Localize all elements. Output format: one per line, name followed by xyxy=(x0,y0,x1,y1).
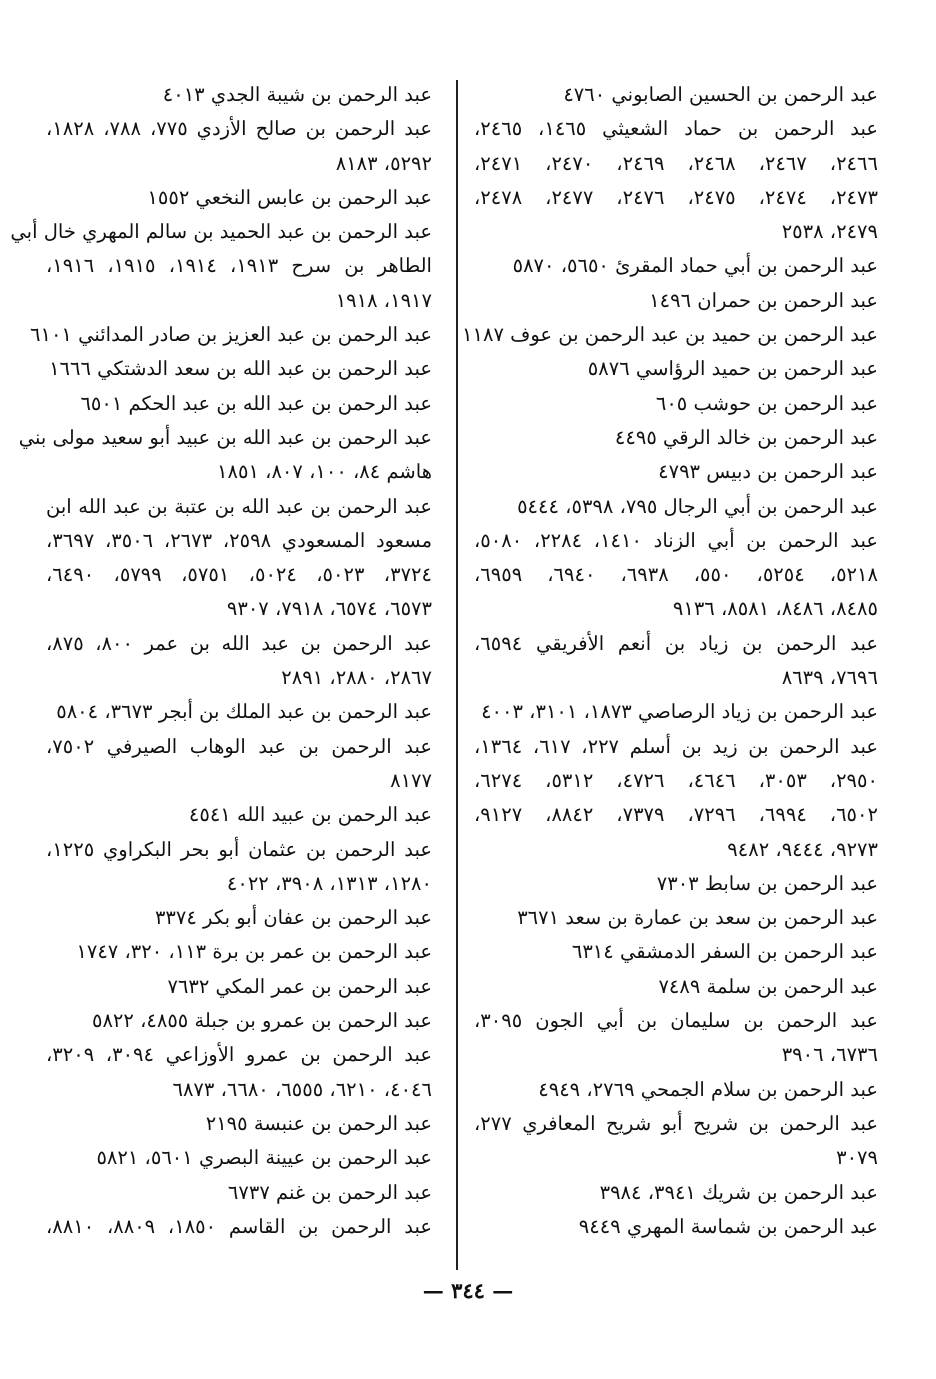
index-line: عبد الرحمن بن عمر المكي ٧٦٣٢ xyxy=(167,974,432,998)
index-line: عبد الرحمن بن عنبسة ٢١٩٥ xyxy=(205,1111,432,1135)
index-line: عبد الرحمن بن زياد الرصاصي ١٨٧٣، ٣١٠١، ٤٠٠٣ xyxy=(481,700,878,724)
index-line: عبد الرحمن بن عابس النخعي ١٥٥٢ xyxy=(147,185,432,209)
index-line: عبد الرحمن بن السفر الدمشقي ٦٣١٤ xyxy=(571,940,878,964)
index-line: ٦٥٠٢، ٦٩٩٤، ٧٢٩٦، ٧٣٧٩، ٨٨٤٢، ٩١٢٧، xyxy=(474,803,878,827)
index-line: عبد الرحمن بن عفان أبو بكر ٣٣٧٤ xyxy=(154,906,432,930)
index-line: عبد الرحمن بن عبد الوهاب الصيرفي ٧٥٠٢، xyxy=(46,734,432,758)
index-line: عبد الرحمن بن سابط ٧٣٠٣ xyxy=(656,871,878,895)
index-line: عبد الرحمن بن سليمان بن أبي الجون ٣٠٩٥، xyxy=(474,1009,878,1033)
index-line: مسعود المسعودي ٢٥٩٨، ٢٦٧٣، ٣٥٠٦، ٣٦٩٧، xyxy=(46,528,433,552)
page-number: — ٣٤٤ — xyxy=(422,1278,514,1303)
index-line: عبد الرحمن بن الحسين الصابوني ٤٧٦٠ xyxy=(563,83,878,106)
index-line: ٢٩٥٠، ٣٠٥٣، ٤٦٤٦، ٤٧٢٦، ٥٣١٢، ٦٢٧٤، xyxy=(474,768,878,792)
index-line: عبد الرحمن بن عمرو بن جبلة ٤٨٥٥، ٥٨٢٢ xyxy=(91,1009,432,1033)
index-line: عبد الرحمن بن زياد بن أنعم الأفريقي ٦٥٩٤، xyxy=(474,631,878,655)
index-line: عبد الرحمن بن أبي الزناد ١٤١٠، ٢٢٨٤، ٥٠٨٠، xyxy=(474,528,878,552)
index-line: عبد الرحمن بن خالد الرقي ٤٤٩٥ xyxy=(614,425,878,449)
index-line: عبد الرحمن بن شريح أبو شريح المعافري ٢٧٧، xyxy=(474,1111,878,1135)
index-line: ١٢٨٠، ١٣١٣، ٣٩٠٨، ٤٠٢٢ xyxy=(226,871,432,895)
index-line: عبد الرحمن بن سعد بن عمارة بن سعد ٣٦٧١ xyxy=(517,906,878,930)
index-line: ٨١٧٧ xyxy=(390,768,432,792)
index-line: عبد الرحمن بن عيينة البصري ٥٦٠١، ٥٨٢١ xyxy=(96,1146,432,1170)
index-line: عبد الرحمن بن عثمان أبو بحر البكراوي ١٢٢٥، xyxy=(46,837,432,861)
index-line: عبد الرحمن بن حميد الرؤاسي ٥٨٧٦ xyxy=(587,357,878,381)
index-line: عبد الرحمن بن عبد الله بن عمر ٨٠٠، ٨٧٥، xyxy=(46,631,432,655)
index-line: عبد الرحمن بن زيد بن أسلم ٢٢٧، ٦١٧، ١٣٦٤، xyxy=(474,734,878,758)
index-line: عبد الرحمن بن عبد الله بن عبد الحكم ٦٥٠١ xyxy=(80,391,432,415)
index-line: ٢٤٦٦، ٢٤٦٧، ٢٤٦٨، ٢٤٦٩، ٢٤٧٠، ٢٤٧١، xyxy=(474,151,878,175)
index-line: هاشم ٨٤، ١٠٠، ٨٠٧، ١٨٥١ xyxy=(217,460,432,484)
index-line: عبد الرحمن بن أبي الرجال ٧٩٥، ٥٣٩٨، ٥٤٤٤ xyxy=(517,494,878,518)
index-line: ٨٤٨٥، ٨٤٨٦، ٨٥٨١، ٩١٣٦ xyxy=(672,597,878,621)
index-line: عبد الرحمن بن عبد الله بن سعد الدشتكي ١٦٦٦ xyxy=(49,357,432,381)
index-line: الطاهر بن سرح ١٩١٣، ١٩١٤، ١٩١٥، ١٩١٦، xyxy=(46,254,432,278)
index-line: عبد الرحمن بن شماسة المهري ٩٤٤٩ xyxy=(578,1214,878,1238)
index-line: ٥٢١٨، ٥٢٥٤، ٥٥٠، ٦٩٣٨، ٦٩٤٠، ٦٩٥٩، xyxy=(474,563,878,587)
index-line: ٤٠٤٦، ٦٢١٠، ٦٥٥٥، ٦٦٨٠، ٦٨٧٣ xyxy=(172,1077,432,1101)
index-line: عبد الرحمن بن عمرو الأوزاعي ٣٠٩٤، ٣٢٠٩، xyxy=(46,1043,432,1067)
index-line: ٢٤٧٩، ٢٥٣٨ xyxy=(781,220,878,244)
index-line: ٦٧٣٦، ٣٩٠٦ xyxy=(781,1043,878,1067)
index-line: عبد الرحمن بن صالح الأزدي ٧٧٥، ٧٨٨، ١٨٢٨، xyxy=(46,117,432,141)
index-column-right xyxy=(462,78,878,1244)
index-column-left xyxy=(10,78,433,1244)
index-line: عبد الرحمن بن شريك ٣٩٤١، ٣٩٨٤ xyxy=(599,1180,878,1204)
index-line: ٩٢٧٣، ٩٤٤٤، ٩٤٨٢ xyxy=(727,837,878,861)
index-line: عبد الرحمن بن أبي حماد المقرئ ٥٦٥٠، ٥٨٧٠ xyxy=(512,254,878,278)
index-line: ٥٢٩٢، ٨١٨٣ xyxy=(335,151,432,175)
index-line: عبد الرحمن بن عبد الملك بن أبجر ٣٦٧٣، ٥٨٠٤ xyxy=(56,700,432,724)
index-line: ٢٤٧٣، ٢٤٧٤، ٢٤٧٥، ٢٤٧٦، ٢٤٧٧، ٢٤٧٨، xyxy=(474,185,878,209)
index-line: ٣٠٧٩ xyxy=(836,1146,878,1170)
index-line: عبد الرحمن بن عبد العزيز بن صادر المدائني ٦١٠١ xyxy=(30,323,432,347)
index-line: عبد الرحمن بن حوشب ٦٠٥ xyxy=(655,391,878,415)
index-line: عبد الرحمن بن عبد الله بن عبيد أبو سعيد مولى بني xyxy=(18,425,432,449)
index-line: عبد الرحمن بن حماد الشعيثي ١٤٦٥، ٢٤٦٥، xyxy=(474,117,878,141)
index-line: عبد الرحمن بن حمران ١٤٩٦ xyxy=(649,288,878,312)
index-line: عبد الرحمن بن عمر بن برة ١١٣، ٣٢٠، ١٧٤٧ xyxy=(76,940,432,964)
index-line: عبد الرحمن بن عبد الله بن عتبة بن عبد الله ابن xyxy=(46,494,432,518)
index-line: عبد الرحمن بن شيبة الجدي ٤٠١٣ xyxy=(162,83,432,106)
index-line: ٢٨٦٧، ٢٨٨٠، ٢٨٩١ xyxy=(281,666,432,690)
index-line: ١٩١٧، ١٩١٨ xyxy=(335,288,432,312)
index-line: ٧٦٩٦، ٨٦٣٩ xyxy=(781,666,878,690)
index-line: عبد الرحمن بن عبيد الله ٤٥٤١ xyxy=(188,803,432,827)
index-line: عبد الرحمن بن حميد بن عبد الرحمن بن عوف ١١٨٧ xyxy=(462,323,878,347)
index-line: عبد الرحمن بن دبيس ٤٧٩٣ xyxy=(658,460,878,484)
index-line: عبد الرحمن بن القاسم ١٨٥٠، ٨٨٠٩، ٨٨١٠، xyxy=(46,1214,432,1238)
index-line: ٦٥٧٣، ٦٥٧٤، ٧٩١٨، ٩٣٠٧ xyxy=(226,597,432,621)
column-divider xyxy=(456,80,458,1270)
index-line: عبد الرحمن بن عبد الحميد بن سالم المهري خال أبي xyxy=(10,220,432,244)
index-line: عبد الرحمن بن سلام الجمحي ٢٧٦٩، ٤٩٤٩ xyxy=(538,1077,878,1101)
index-line: عبد الرحمن بن غنم ٦٧٣٧ xyxy=(227,1180,432,1204)
index-line: عبد الرحمن بن سلمة ٧٤٨٩ xyxy=(658,974,878,998)
index-line: ٣٧٢٤، ٥٠٢٣، ٥٠٢٤، ٥٧٥١، ٥٧٩٩، ٦٤٩٠، xyxy=(46,563,433,587)
